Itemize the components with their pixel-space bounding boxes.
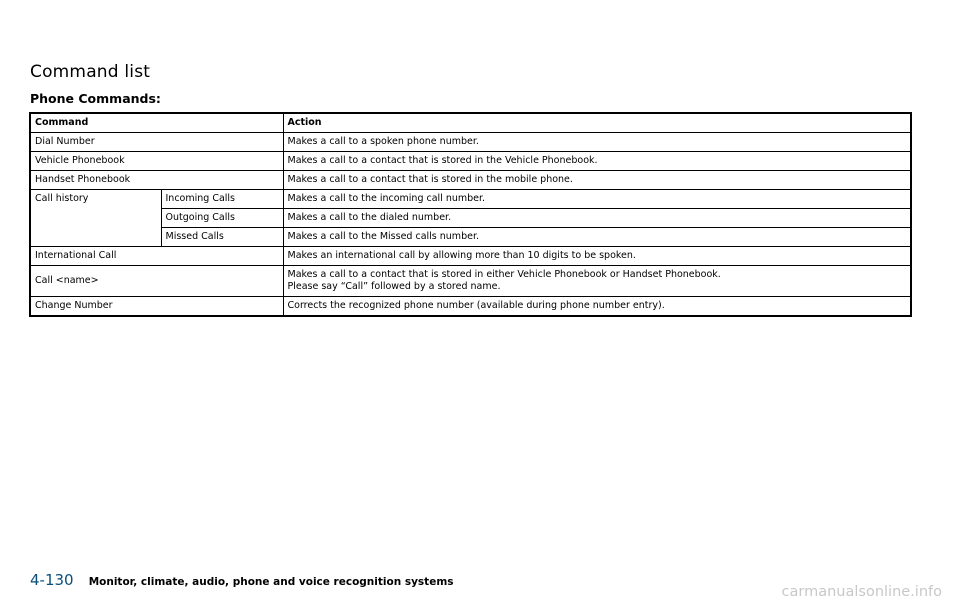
action-cell: Makes a call to a contact that is stored in the Vehicle Phonebook. (283, 152, 911, 171)
subsection-title: Phone Commands: (30, 91, 161, 106)
phone-commands-table (29, 112, 912, 317)
page-footer (30, 570, 454, 589)
table-row (30, 152, 911, 171)
command-cell: Vehicle Phonebook (30, 152, 283, 171)
action-cell: Makes a call to the incoming call number. (283, 190, 911, 209)
command-cell: International Call (30, 247, 283, 266)
chapter-title: Monitor, climate, audio, phone and voice recognition systems (88, 576, 454, 588)
table-row (30, 133, 911, 152)
command-cell-call-history: Call history (30, 190, 161, 247)
action-line: Makes a call to a contact that is stored in either Vehicle Phonebook or Handset Phonebook. (287, 269, 721, 280)
table-row (30, 247, 911, 266)
action-cell (283, 266, 911, 297)
table-row (30, 228, 911, 247)
subcommand-cell: Missed Calls (161, 228, 283, 247)
header-action: Action (283, 113, 911, 133)
command-cell: Handset Phonebook (30, 171, 283, 190)
table-row (30, 297, 911, 317)
command-cell: Change Number (30, 297, 283, 317)
action-cell: Makes a call to the dialed number. (283, 209, 911, 228)
action-cell: Makes a call to a spoken phone number. (283, 133, 911, 152)
action-cell: Corrects the recognized phone number (available during phone number entry). (283, 297, 911, 317)
table-row (30, 209, 911, 228)
action-cell: Makes a call to a contact that is stored in the mobile phone. (283, 171, 911, 190)
command-cell: Call <name> (30, 266, 283, 297)
action-cell: Makes an international call by allowing more than 10 digits to be spoken. (283, 247, 911, 266)
subcommand-cell: Outgoing Calls (161, 209, 283, 228)
action-line: Please say “Call” followed by a stored name. (287, 281, 501, 292)
table-row (30, 266, 911, 297)
section-title: Command list (30, 62, 151, 82)
subcommand-cell: Incoming Calls (161, 190, 283, 209)
action-cell: Makes a call to the Missed calls number. (283, 228, 911, 247)
table-header-row (30, 113, 911, 133)
page-number: 4-130 (30, 571, 74, 589)
table-row (30, 190, 911, 209)
table-row (30, 171, 911, 190)
header-command: Command (30, 113, 283, 133)
watermark: carmanualsonline.info (781, 584, 942, 600)
command-cell: Dial Number (30, 133, 283, 152)
